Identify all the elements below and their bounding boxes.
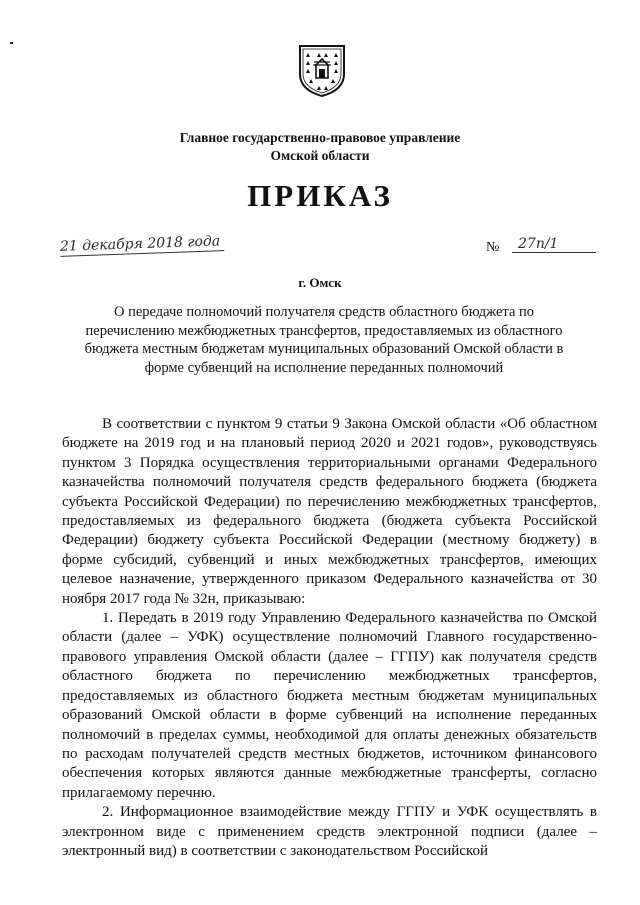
- handwritten-date: 21 декабря 2018 года: [60, 233, 225, 257]
- place-of-issue: г. Омск: [298, 275, 342, 290]
- item-1-paragraph: 1. Передать в 2019 году Управлению Федерального казначейства по Омской области (далее – УФК) осуществление полномочий Главного государственно-правового управления Омской области (далее – ГГПУ) как получателя средств областного бюджета по перечислению межбюджетных трансфертов, предоставляемых из областного бюджета местным бюджетам муниципальных образований Омской области в форме субвенций на исполнение переданных полномочий в пределах суммы, необходимой для оплаты денежных обязательств по расходам получателей средств местных бюджетов, источником финансового обеспечения которых являются данные межбюджетные трансферты, согласно прилагаемому перечню.: [62, 610, 597, 801]
- preamble-paragraph: В соответствии с пунктом 9 статьи 9 Закона Омской области «Об областном бюджете на 2019 год и на плановый период 2020 и 2021 годов», руководствуясь пунктом 3 Порядка осуществления территориальными органами Федерального казначейства полномочий получателя средств федерального бюджета (бюджета субъекта Российской Федерации) по перечислению межбюджетных трансфертов, предоставляемых из федерального бюджета (бюджета субъекта Российской Федерации) бюджету субъекта Российской Федерации (местному бюджету) в форме субсидий, субвенций и иных межбюджетных трансфертов, имеющих целевое назначение, утвержденного приказом Федерального казначейства от 30 ноября 2017 года № 32н, приказываю:: [62, 416, 597, 607]
- handwritten-number: 27п/1: [512, 236, 596, 253]
- document-type-title: ПРИКАЗ: [247, 178, 393, 213]
- coat-of-arms-icon: [297, 44, 347, 98]
- order-subject: О передаче полномочий получателя средств областного бюджета по перечислению межбюджетных трансфертов, предоставляемых из областного бюджета местным бюджетам муниципальных образований Омской области в форме субвенций на исполнение переданных полномочий: [84, 304, 564, 376]
- org-name-line2: Омской области: [270, 148, 370, 163]
- order-body: [62, 415, 597, 861]
- number-label: №: [486, 240, 500, 255]
- scan-mark: [10, 42, 13, 44]
- org-name-line1: Главное государственно-правовое управление: [179, 130, 461, 145]
- issuing-organization: [0, 129, 640, 165]
- item-2-paragraph: 2. Информационное взаимодействие между ГГПУ и УФК осуществлять в электронном виде с применением средств электронной подписи (далее – электронный вид) в соответствии с законодательством Российской: [62, 804, 597, 859]
